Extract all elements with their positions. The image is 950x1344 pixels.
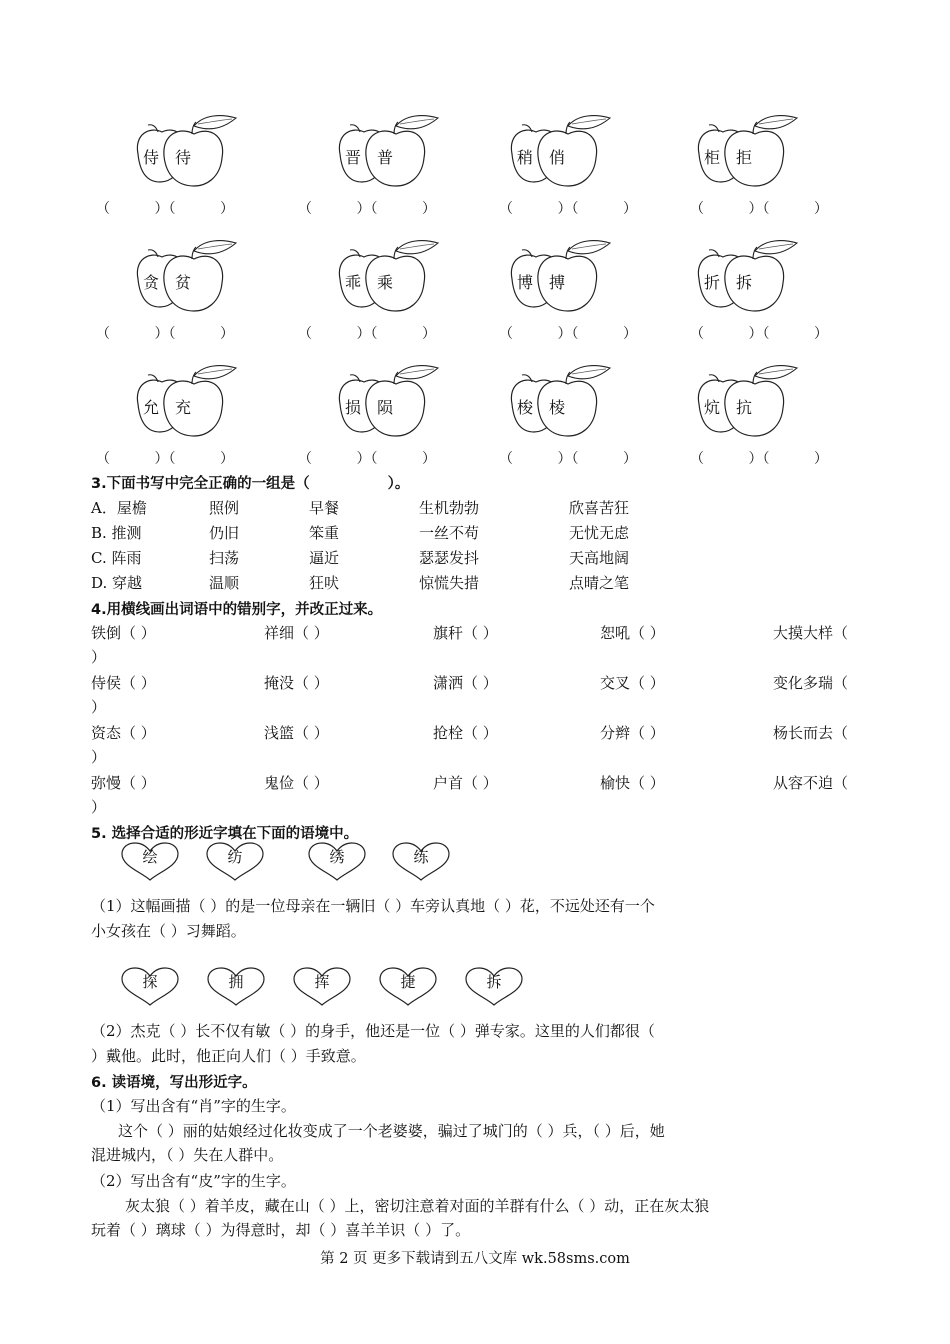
heart-char-box <box>204 842 266 882</box>
q4-word-item: 侍侯（ ） <box>91 674 156 692</box>
q3-option-label: C. 阵雨 <box>91 549 142 567</box>
q3-option-label: D. 穿越 <box>91 574 143 592</box>
apple-char-left: 梭 <box>517 398 534 417</box>
apple-pair <box>689 112 814 192</box>
apple-char-left: 柜 <box>704 148 721 167</box>
answer-parentheses: （ ）（ ） <box>96 451 235 467</box>
answer-parentheses: （ ）（ ） <box>298 326 437 342</box>
q4-close-paren: ） <box>91 698 107 716</box>
q5-title: 5. 选择合适的形近字填在下面的语境中。 <box>91 826 359 842</box>
q3-option-label: A．屋檐 <box>91 499 147 517</box>
heart-char: 练 <box>413 848 429 866</box>
q5-paragraph-2-line-1: （2）杰克（ ）长不仅有敏（ ）的身手，他还是一位（ ）弹专家。这里的人们都很（ <box>91 1022 655 1040</box>
q4-close-paren: ） <box>91 648 107 666</box>
answer-parentheses: （ ）（ ） <box>690 201 829 217</box>
q3-option-word: 欣喜苦狂 <box>569 499 630 517</box>
heart-char: 绘 <box>142 848 158 866</box>
q6-sub-2-line-2: 玩着（ ）璃球（ ）为得意时，却（ ）喜羊羊识（ ）了。 <box>91 1221 471 1239</box>
answer-parentheses: （ ）（ ） <box>499 201 638 217</box>
apple-char-left: 乖 <box>345 273 362 292</box>
page-footer: 第 2 页 更多下载请到五八文库 wk.58sms.com <box>320 1251 630 1267</box>
apple-pair <box>330 112 455 192</box>
heart-char-box <box>377 967 439 1007</box>
q4-word-item: 交叉（ ） <box>600 674 665 692</box>
q3-option-word: 照例 <box>209 499 240 517</box>
apple-pair <box>128 112 253 192</box>
q4-word-item-last: 变化多瑞（ <box>773 674 849 692</box>
q4-word-item: 旗秆（ ） <box>433 624 498 642</box>
heart-char-box <box>463 967 525 1007</box>
heart-char: 挥 <box>314 973 330 991</box>
apple-char-left: 允 <box>143 398 160 417</box>
answer-parentheses: （ ）（ ） <box>298 201 437 217</box>
q4-word-item: 榆快（ ） <box>600 774 665 792</box>
q4-word-item-last: 从容不迫（ <box>773 774 849 792</box>
q3-option-word: 点晴之笔 <box>569 574 630 592</box>
apple-char-right: 俏 <box>549 148 566 167</box>
answer-parentheses: （ ）（ ） <box>96 201 235 217</box>
q5-paragraph-1-line-2: 小女孩在（ ）习舞蹈。 <box>91 922 246 940</box>
q4-word-item-last: 大摸大样（ <box>773 624 849 642</box>
apple-char-right: 充 <box>175 398 192 417</box>
apple-pair <box>689 237 814 317</box>
apple-char-left: 炕 <box>704 398 721 417</box>
apple-char-left: 贪 <box>143 273 160 292</box>
q4-word-item: 掩没（ ） <box>264 674 329 692</box>
q4-close-paren: ） <box>91 798 107 816</box>
apple-char-right: 抗 <box>736 398 753 417</box>
q4-word-item-last: 杨长而去（ <box>773 724 849 742</box>
apple-char-right: 乘 <box>377 273 394 292</box>
q4-close-paren: ） <box>91 748 107 766</box>
heart-char: 捷 <box>400 973 416 991</box>
apple-char-left: 损 <box>345 398 362 417</box>
q6-sub-1-line-1: 这个（ ）丽的姑娘经过化妆变成了一个老婆婆，骗过了城门的（ ）兵，（ ）后，她 <box>118 1122 665 1140</box>
apple-pair <box>502 362 627 442</box>
q3-option-word: 惊慌失措 <box>419 574 480 592</box>
q3-option-word: 温顺 <box>209 574 240 592</box>
apple-pair <box>330 237 455 317</box>
q6-sub-2-line-1: 灰太狼（ ）着羊皮，藏在山（ ）上，密切注意着对面的羊群有什么（ ）动，正在灰太狼 <box>125 1197 710 1215</box>
heart-char-box <box>119 842 181 882</box>
q3-option-word: 生机勃勃 <box>419 499 480 517</box>
apple-char-right: 拒 <box>736 148 753 167</box>
q3-option-word: 一丝不苟 <box>419 524 480 542</box>
apple-char-left: 折 <box>704 273 721 292</box>
apple-char-left: 博 <box>517 273 534 292</box>
q3-option-word: 逼近 <box>309 549 340 567</box>
q4-word-item: 鬼俭（ ） <box>264 774 329 792</box>
answer-parentheses: （ ）（ ） <box>499 326 638 342</box>
q3-option-word: 无忧无虑 <box>569 524 630 542</box>
heart-char: 探 <box>142 973 158 991</box>
apple-char-right: 棱 <box>549 398 566 417</box>
q5-paragraph-1-line-1: （1）这幅画描（ ）的是一位母亲在一辆旧（ ）车旁认真地（ ）花，不远处还有一个 <box>91 897 655 915</box>
heart-char: 绣 <box>329 848 345 866</box>
apple-char-right: 陨 <box>377 398 394 417</box>
q3-option-word: 早餐 <box>309 499 340 517</box>
apple-char-right: 拆 <box>736 273 753 292</box>
q4-word-item: 铁倒（ ） <box>91 624 156 642</box>
apple-pair <box>502 112 627 192</box>
apple-pair <box>502 237 627 317</box>
q3-option-word: 狂吠 <box>309 574 340 592</box>
q4-word-item: 抢栓（ ） <box>433 724 498 742</box>
q3-option-word: 笨重 <box>309 524 340 542</box>
apple-char-right: 普 <box>377 148 394 167</box>
q4-word-item: 浅篮（ ） <box>264 724 329 742</box>
q4-word-item: 潇洒（ ） <box>433 674 498 692</box>
q6-sub-1: （1）写出含有“肖”字的生字。 <box>91 1097 296 1115</box>
q3-option-word: 扫荡 <box>209 549 240 567</box>
answer-parentheses: （ ）（ ） <box>499 451 638 467</box>
q4-word-item: 弥慢（ ） <box>91 774 156 792</box>
q4-word-item: 恕吼（ ） <box>600 624 665 642</box>
heart-char: 拥 <box>228 973 244 991</box>
apple-char-right: 贫 <box>175 273 192 292</box>
apple-char-right: 搏 <box>549 273 566 292</box>
heart-char-box <box>205 967 267 1007</box>
heart-char-box <box>119 967 181 1007</box>
apple-char-right: 待 <box>175 148 192 167</box>
q5-paragraph-2-line-2: ）戴他。此时，他正向人们（ ）手致意。 <box>91 1047 366 1065</box>
heart-char: 拆 <box>486 973 502 991</box>
heart-char-box <box>291 967 353 1007</box>
apple-pair <box>128 362 253 442</box>
q3-option-word: 仍旧 <box>209 524 240 542</box>
answer-parentheses: （ ）（ ） <box>690 326 829 342</box>
apple-char-left: 侍 <box>143 148 160 167</box>
q4-word-item: 户首（ ） <box>433 774 498 792</box>
q6-sub-2: （2）写出含有“皮”字的生字。 <box>91 1172 296 1190</box>
apple-char-left: 晋 <box>345 148 362 167</box>
apple-pair <box>330 362 455 442</box>
answer-parentheses: （ ）（ ） <box>690 451 829 467</box>
q6-sub-1-line-2: 混进城内，（ ）失在人群中。 <box>91 1146 284 1164</box>
q4-title: 4.用横线画出词语中的错别字，并改正过来。 <box>91 602 383 618</box>
answer-parentheses: （ ）（ ） <box>298 451 437 467</box>
q4-word-item: 分辫（ ） <box>600 724 665 742</box>
q4-word-item: 祥细（ ） <box>264 624 329 642</box>
heart-char-box <box>390 842 452 882</box>
q3-option-word: 瑟瑟发抖 <box>419 549 480 567</box>
q6-title: 6. 读语境，写出形近字。 <box>91 1075 257 1091</box>
q3-title: 3.下面书写中完全正确的一组是（ ）。 <box>91 476 410 492</box>
q3-option-label: B. 推测 <box>91 524 142 542</box>
q3-option-word: 天高地阔 <box>569 549 630 567</box>
q4-word-item: 资态（ ） <box>91 724 156 742</box>
answer-parentheses: （ ）（ ） <box>96 326 235 342</box>
apple-char-left: 稍 <box>517 148 534 167</box>
apple-pair <box>689 362 814 442</box>
apple-pair <box>128 237 253 317</box>
heart-char-box <box>306 842 368 882</box>
heart-char: 纺 <box>227 848 243 866</box>
